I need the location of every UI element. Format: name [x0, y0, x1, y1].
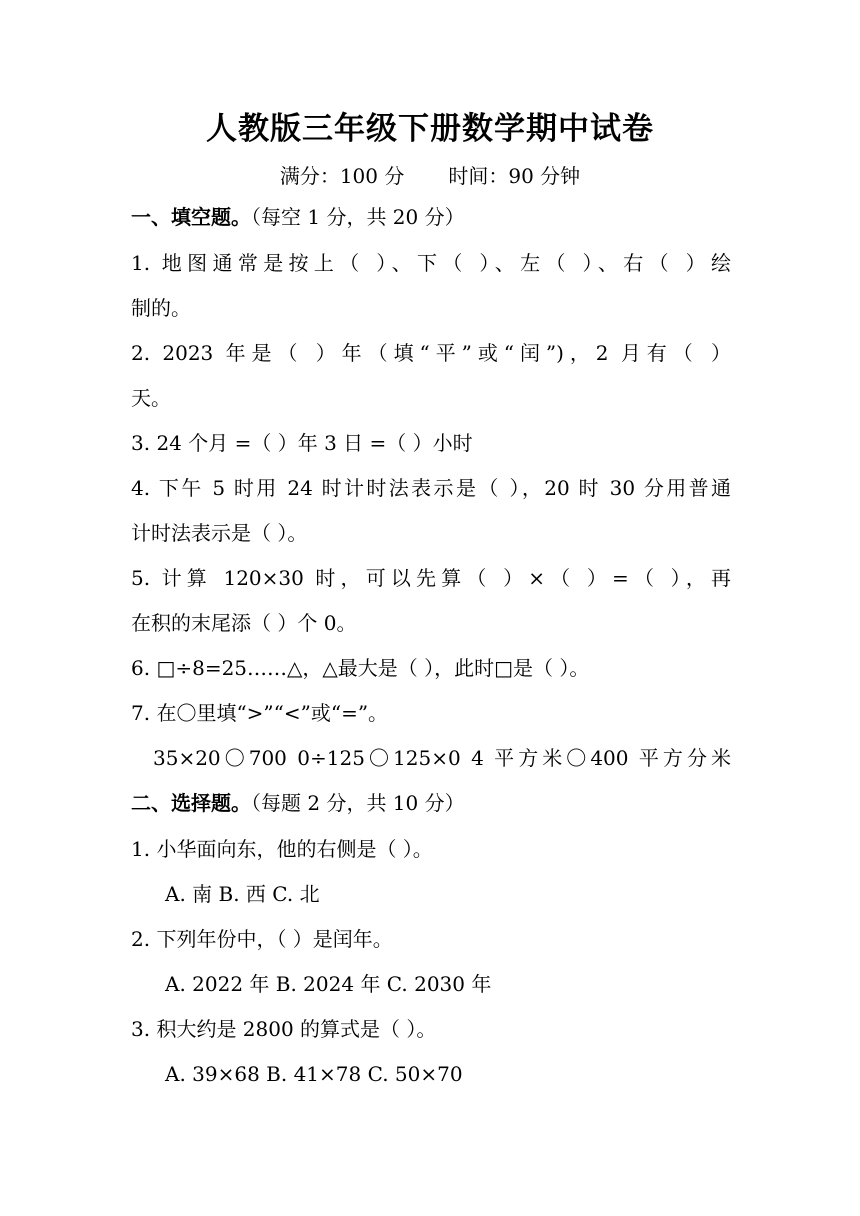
- question-line: 制的。: [131, 296, 191, 320]
- question-line: 计时法表示是（ ）。: [131, 521, 308, 545]
- answer-options: A. 南 B. 西 C. 北: [165, 882, 320, 906]
- question-line: 1. 地图通常是按上（ ）、下（ ）、左（ ）、右（ ）绘: [131, 251, 731, 275]
- question-line: 1. 小华面向东，他的右侧是（ ）。: [131, 837, 433, 861]
- answer-options: A. 2022 年 B. 2024 年 C. 2030 年: [165, 972, 492, 996]
- question-line: 3. 24 个月 =（ ）年 3 日 =（ ）小时: [131, 431, 473, 455]
- question-line: 2. 2023 年是（ ）年（填“平”或“闰”)，2 月有（ ）: [131, 341, 731, 365]
- section-heading-fill-in: [131, 204, 731, 230]
- question-line: 5. 计算 120×30 时，可以先算（ ）×（ ）=（ ），再: [131, 566, 731, 590]
- question-line: 天。: [131, 386, 171, 410]
- answer-options: A. 39×68 B. 41×78 C. 50×70: [165, 1062, 463, 1086]
- comparison-items: 35×20〇700 0÷125〇125×0 4 平方米〇400 平方分米: [153, 746, 731, 770]
- section-note: （每空 1 分，共 20 分）: [251, 205, 465, 229]
- section-heading-multiple-choice: [131, 790, 731, 816]
- section-note: （每题 2 分，共 10 分）: [251, 791, 465, 815]
- exam-info: [0, 160, 860, 189]
- full-score: 满分：100 分: [279, 164, 405, 188]
- question-line: 在积的末尾添（ ）个 0。: [131, 611, 357, 635]
- exam-time: 时间：90 分钟: [448, 164, 581, 188]
- question-line: 4. 下午 5 时用 24 时计时法表示是（ ），20 时 30 分用普通: [131, 476, 731, 500]
- question-line: 3. 积大约是 2800 的算式是（ ）。: [131, 1017, 437, 1041]
- section-title: 一、填空题。: [131, 205, 251, 229]
- question-line: 6. □÷8=25……△，△最大是（ ），此时□是（ ）。: [131, 656, 590, 680]
- question-line: 2. 下列年份中，（ ）是闰年。: [131, 927, 393, 951]
- question-line: 7. 在〇里填“>”“<”或“=”。: [131, 701, 389, 725]
- section-title: 二、选择题。: [131, 791, 251, 815]
- page-title: 人教版三年级下册数学期中试卷: [206, 111, 654, 147]
